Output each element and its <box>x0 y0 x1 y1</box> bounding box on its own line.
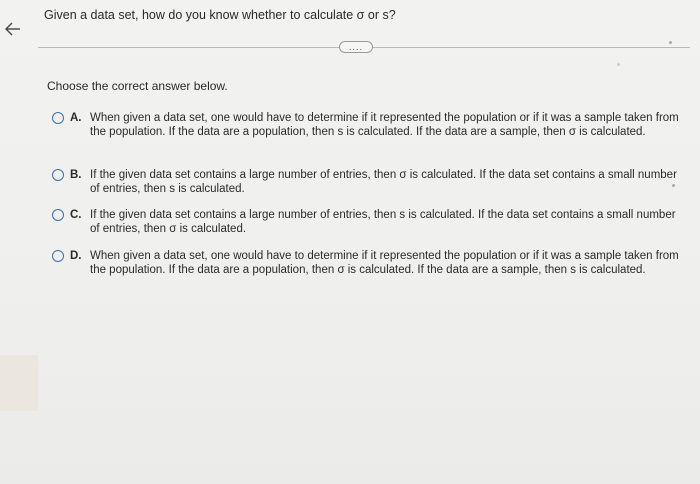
left-edge-strip <box>0 355 38 411</box>
option-letter-a: A. <box>70 112 82 124</box>
screen-speck <box>617 63 620 66</box>
screen-speck <box>672 184 675 187</box>
answer-option-a[interactable] <box>52 111 692 139</box>
option-text-a: When given a data set, one would have to determine if it represented the population or if it was a sample taken from the population. If the data are a population, then s is calculated. If the data are a sample, then σ is calculated. <box>90 112 679 138</box>
answer-option-c[interactable] <box>52 208 692 236</box>
radio-button-c[interactable] <box>52 209 64 221</box>
option-text-c: If the given data set contains a large number of entries, then s is calculated. If the data set contains a small number of entries, then σ is calculated. <box>90 209 676 235</box>
question-text: Given a data set, how do you know whether to calculate σ or s? <box>44 8 396 22</box>
option-text-d: When given a data set, one would have to determine if it represented the population or if it was a sample taken from the population. If the data are a population, then σ is calculated. If the data are a sample, then s is calculated. <box>90 250 679 276</box>
option-letter-d: D. <box>70 250 82 262</box>
more-button[interactable]: .... <box>339 41 373 53</box>
option-letter-c: C. <box>70 209 82 221</box>
answer-option-d[interactable] <box>52 249 692 277</box>
radio-button-d[interactable] <box>52 250 64 262</box>
instruction-text: Choose the correct answer below. <box>47 79 228 93</box>
radio-button-b[interactable] <box>52 169 64 181</box>
radio-button-a[interactable] <box>52 112 64 124</box>
option-text-b: If the given data set contains a large number of entries, then σ is calculated. If the data set contains a small number of entries, then s is calculated. <box>90 169 677 195</box>
answer-option-b[interactable] <box>52 168 692 196</box>
back-arrow-icon[interactable] <box>4 20 22 38</box>
option-letter-b: B. <box>70 169 82 181</box>
screen-speck <box>669 41 672 44</box>
